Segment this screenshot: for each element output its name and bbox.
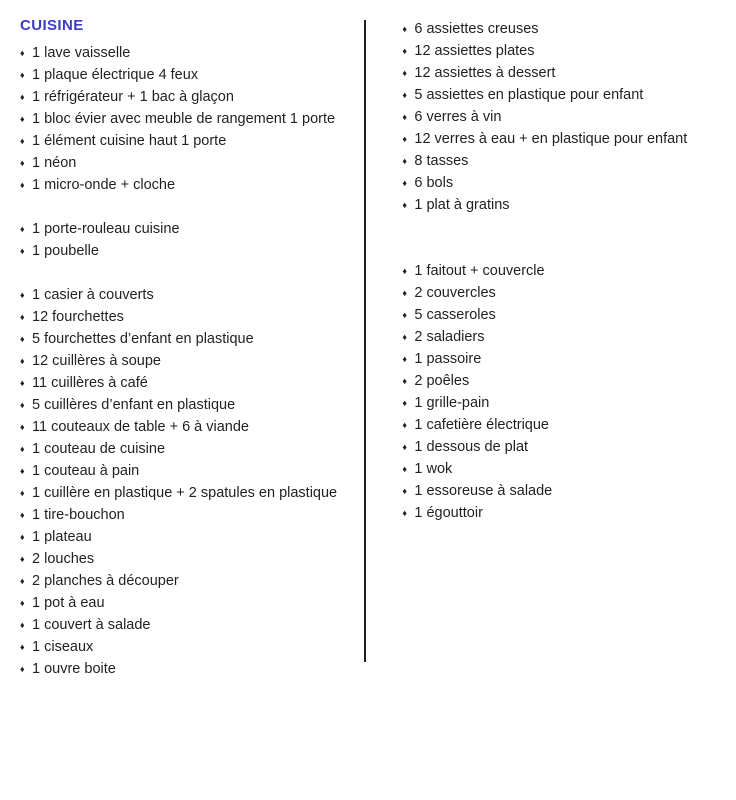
list-item: ♦ 1 couteau à pain bbox=[20, 460, 356, 482]
left-column bbox=[14, 18, 364, 680]
list-item: ♦ 12 assiettes plates bbox=[402, 40, 722, 62]
list-item: ♦ 1 poubelle bbox=[20, 240, 356, 262]
list-item: ♦ 12 assiettes à dessert bbox=[402, 62, 722, 84]
list-item: ♦ 2 couvercles bbox=[402, 282, 722, 304]
list-item: ♦ 6 verres à vin bbox=[402, 106, 722, 128]
list-item: ♦ 5 fourchettes d’enfant en plastique bbox=[20, 328, 356, 350]
list-item: ♦ 11 couteaux de table + 6 à viande bbox=[20, 416, 356, 438]
list-item: ♦ 12 verres à eau + en plastique pour enfant bbox=[402, 128, 722, 150]
right-column-list bbox=[402, 18, 722, 524]
list-item: ♦ 1 néon bbox=[20, 152, 356, 174]
list-item: ♦ 1 casier à couverts bbox=[20, 284, 356, 306]
list-item: ♦ 1 élément cuisine haut 1 porte bbox=[20, 130, 356, 152]
list-item: ♦ 1 réfrigérateur + 1 bac à glaçon bbox=[20, 86, 356, 108]
list-item: ♦ 1 plaque électrique 4 feux bbox=[20, 64, 356, 86]
list-item: ♦ 1 passoire bbox=[402, 348, 722, 370]
list-item: ♦ 2 louches bbox=[20, 548, 356, 570]
list-item: ♦ 1 couteau de cuisine bbox=[20, 438, 356, 460]
list-spacer bbox=[20, 262, 356, 284]
list-item: ♦ 1 faitout + couvercle bbox=[402, 260, 722, 282]
list-item: ♦ 1 porte-rouleau cuisine bbox=[20, 218, 356, 240]
right-column bbox=[366, 18, 722, 524]
list-item: ♦ 1 ouvre boite bbox=[20, 658, 356, 680]
list-item: ♦ 1 égouttoir bbox=[402, 502, 722, 524]
list-item: ♦ 5 cuillères d’enfant en plastique bbox=[20, 394, 356, 416]
list-item: ♦ 1 cuillère en plastique + 2 spatules en plastique bbox=[20, 482, 356, 504]
list-item: ♦ 5 casseroles bbox=[402, 304, 722, 326]
list-item: ♦ 1 micro-onde + cloche bbox=[20, 174, 356, 196]
list-item: ♦ 5 assiettes en plastique pour enfant bbox=[402, 84, 722, 106]
list-item: ♦ 1 bloc évier avec meuble de rangement 1 porte bbox=[20, 108, 356, 130]
list-item: ♦ 1 wok bbox=[402, 458, 722, 480]
list-item: ♦ 8 tasses bbox=[402, 150, 722, 172]
page-title: CUISINE bbox=[20, 17, 84, 34]
list-item: ♦ 1 essoreuse à salade bbox=[402, 480, 722, 502]
list-item: ♦ 1 plat à gratins bbox=[402, 194, 722, 216]
list-item: ♦ 12 fourchettes bbox=[20, 306, 356, 328]
list-item: ♦ 6 assiettes creuses bbox=[402, 18, 722, 40]
two-column-layout bbox=[14, 18, 722, 800]
left-column-list bbox=[20, 42, 356, 680]
list-item: ♦ 12 cuillères à soupe bbox=[20, 350, 356, 372]
list-item: ♦ 1 grille-pain bbox=[402, 392, 722, 414]
list-item: ♦ 1 plateau bbox=[20, 526, 356, 548]
list-item: ♦ 1 lave vaisselle bbox=[20, 42, 356, 64]
list-item: ♦ 11 cuillères à café bbox=[20, 372, 356, 394]
list-item: ♦ 1 dessous de plat bbox=[402, 436, 722, 458]
list-item: ♦ 1 couvert à salade bbox=[20, 614, 356, 636]
list-spacer bbox=[20, 196, 356, 218]
list-spacer bbox=[402, 238, 722, 260]
list-item: ♦ 1 ciseaux bbox=[20, 636, 356, 658]
list-item: ♦ 2 saladiers bbox=[402, 326, 722, 348]
list-item: ♦ 2 planches à découper bbox=[20, 570, 356, 592]
list-item: ♦ 1 cafetière électrique bbox=[402, 414, 722, 436]
list-item: ♦ 2 poêles bbox=[402, 370, 722, 392]
list-spacer bbox=[402, 216, 722, 238]
list-item: ♦ 1 pot à eau bbox=[20, 592, 356, 614]
list-item: ♦ 1 tire-bouchon bbox=[20, 504, 356, 526]
list-item: ♦ 6 bols bbox=[402, 172, 722, 194]
